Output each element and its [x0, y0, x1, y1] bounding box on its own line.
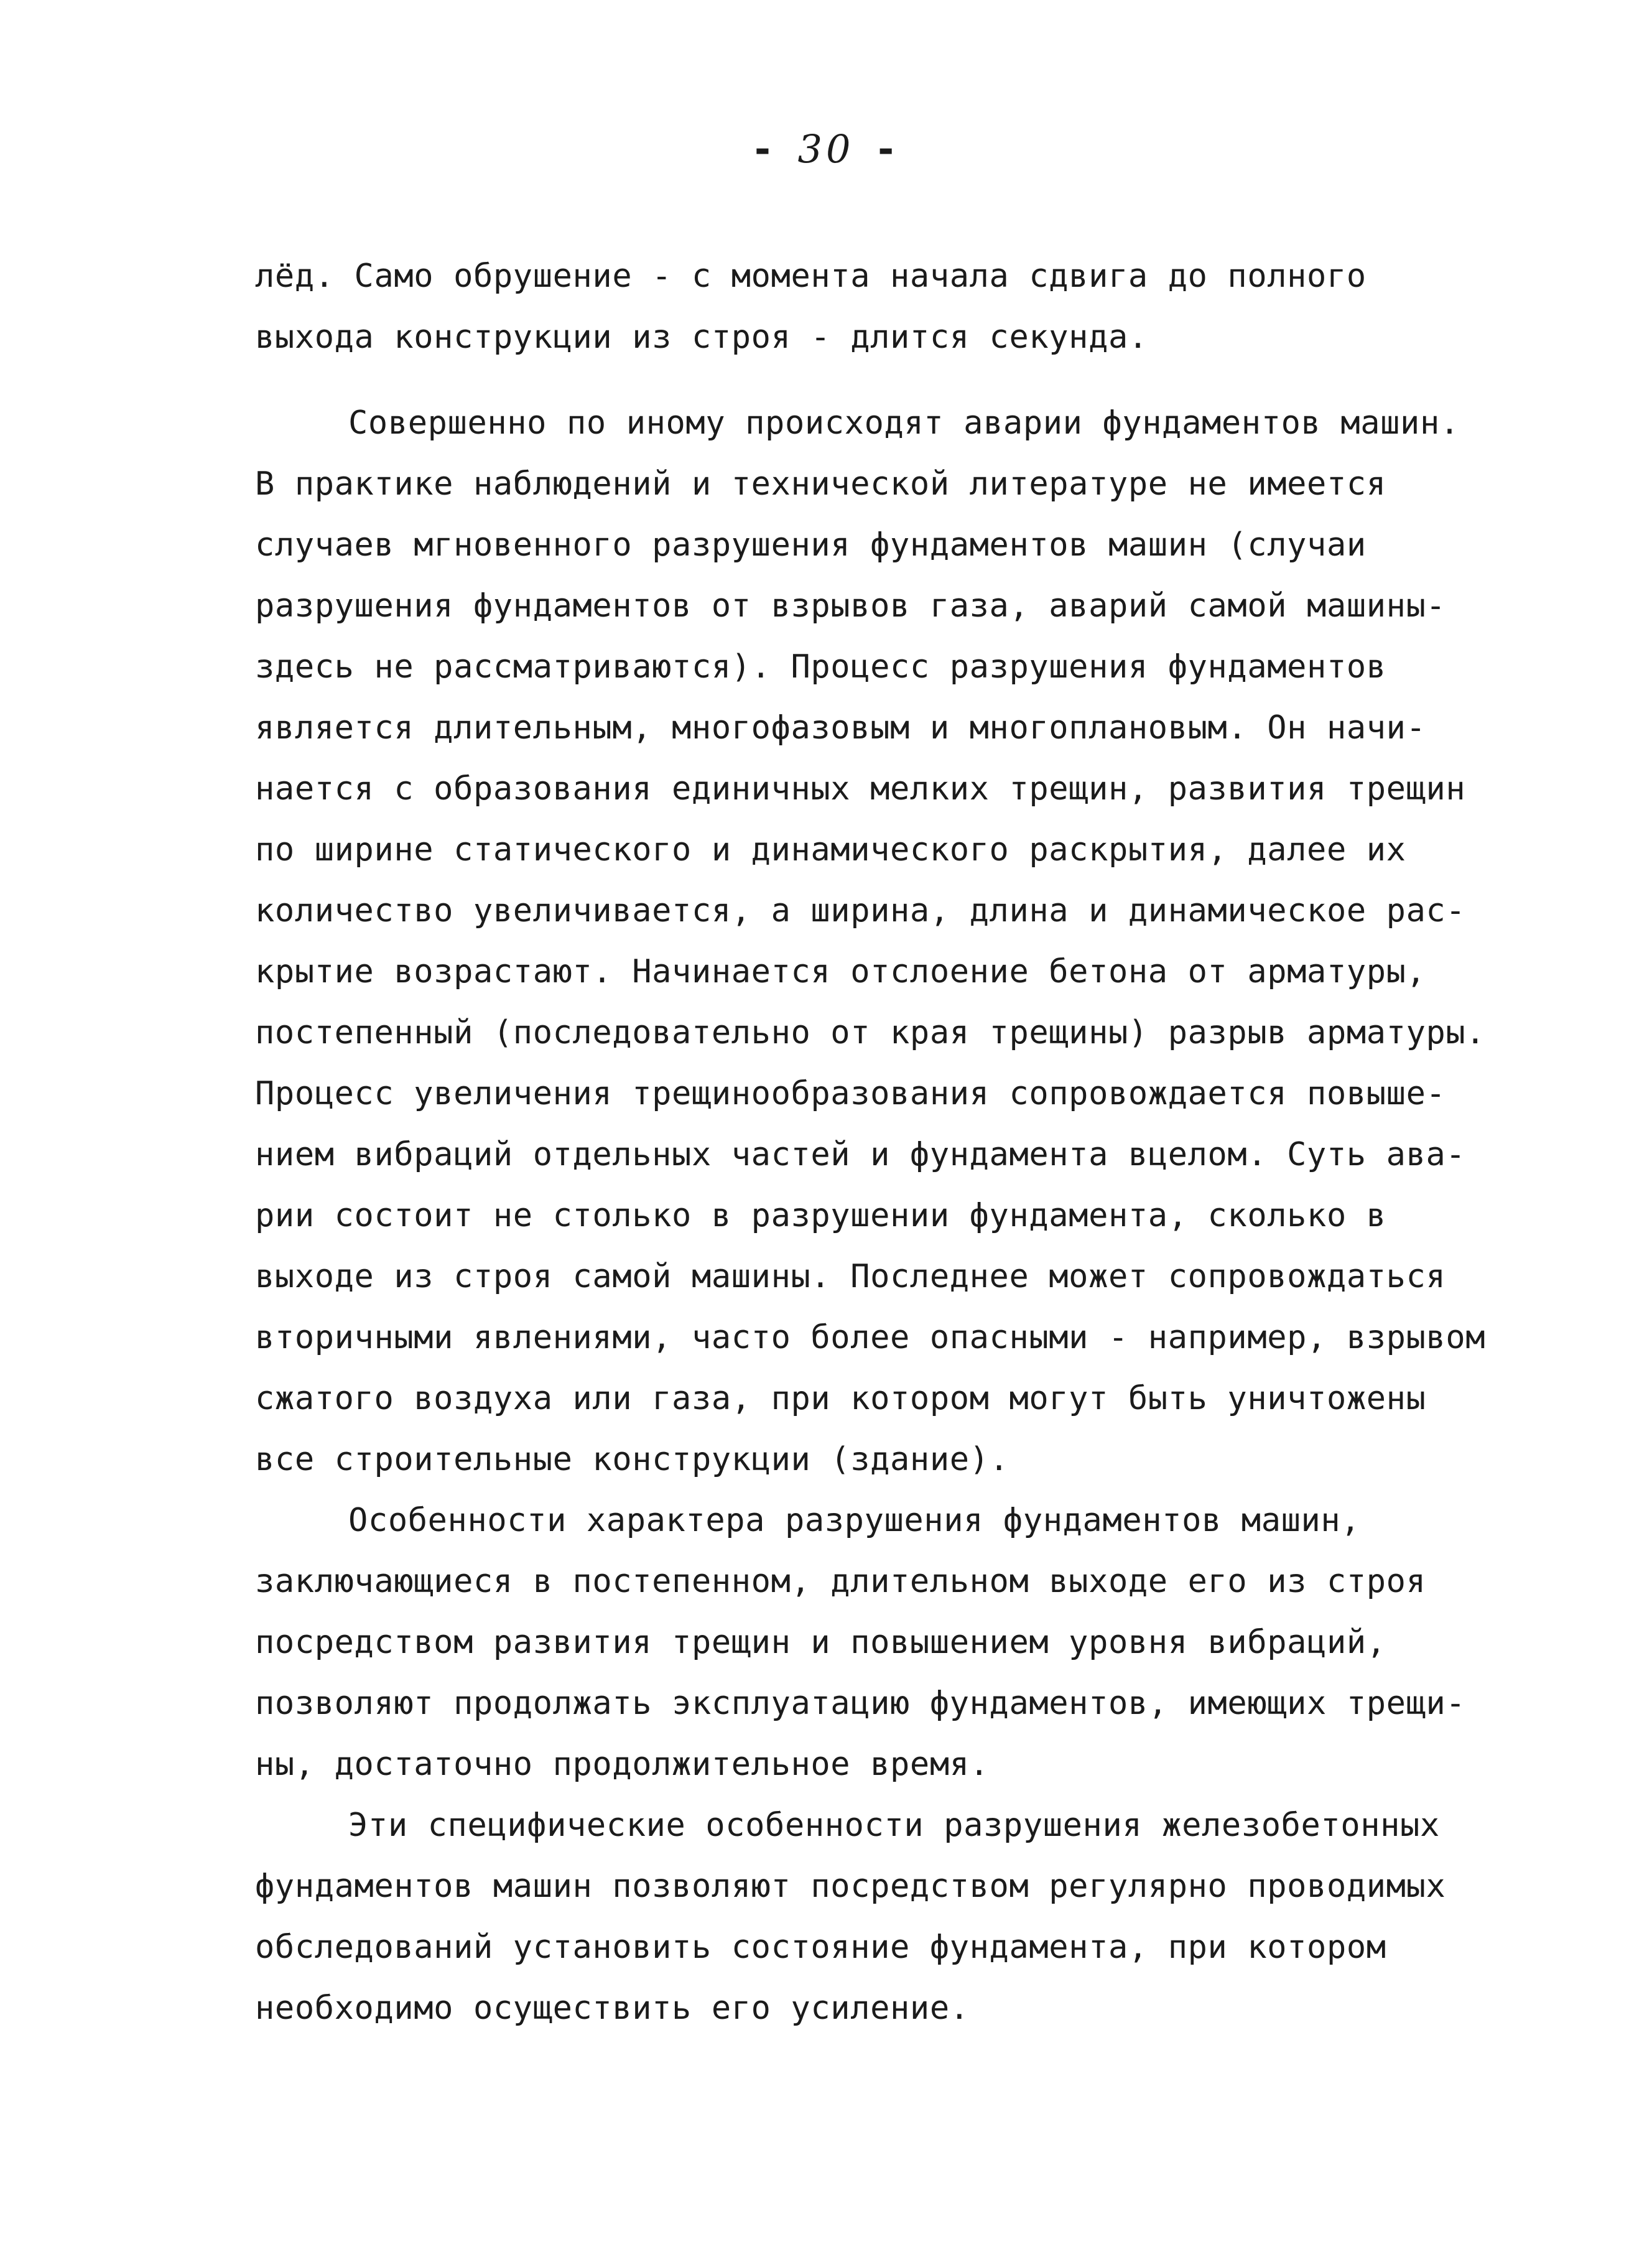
text-line: крытие возрастают. Начинается отслоение бетона от арматуры,	[255, 953, 1426, 990]
text-line: по ширине статического и динамического раскрытия, далее их	[255, 831, 1406, 868]
text-line: ны, достаточно продолжительное время.	[255, 1746, 990, 1783]
text-line: все строительные конструкции (здание).	[255, 1441, 1009, 1478]
text-line: сжатого воздуха или газа, при котором могут быть уничтожены	[255, 1380, 1426, 1417]
text-line: выходе из строя самой машины. Последнее может сопровождаться	[255, 1258, 1446, 1295]
text-line: является длительным, многофазовым и многоплановым. Он начи-	[255, 709, 1426, 747]
text-line: Совершенно по иному происходят аварии фундаментов машин.	[348, 404, 1460, 442]
text-line: заключающиеся в постепенном, длительном выходе его из строя	[255, 1563, 1426, 1600]
text-line: фундаментов машин позволяют посредством регулярно проводимых	[255, 1868, 1446, 1905]
text-line: количество увеличивается, а ширина, длина и динамическое рас-	[255, 892, 1466, 929]
text-line: здесь не рассматриваются). Процесс разрушения фундаментов	[255, 648, 1386, 686]
text-line: вторичными явлениями, часто более опасными - например, взрывом	[255, 1319, 1486, 1356]
text-line: посредством развития трещин и повышением уровня вибраций,	[255, 1624, 1386, 1661]
page-number	[0, 124, 1652, 174]
text-line: необходимо осуществить его усиление.	[255, 1990, 970, 2027]
page-number-dash-right: -	[874, 126, 901, 172]
text-line: Особенности характера разрушения фундаментов машин,	[348, 1502, 1361, 1539]
text-line: лёд. Само обрушение - с момента начала сдвига до полного	[255, 258, 1367, 295]
text-line: позволяют продолжать эксплуатацию фундаментов, имеющих трещи-	[255, 1685, 1466, 1722]
text-line: Эти специфические особенности разрушения железобетонных	[348, 1807, 1440, 1844]
text-line: выхода конструкции из строя - длится секунда.	[255, 319, 1148, 356]
text-line: рии состоит не столько в разрушении фундамента, сколько в	[255, 1197, 1386, 1234]
page-number-value: 30	[797, 126, 855, 172]
text-line: нается с образования единичных мелких трещин, развития трещин	[255, 770, 1466, 808]
text-line: нием вибраций отдельных частей и фундамента вцелом. Суть ава-	[255, 1136, 1466, 1173]
text-line: Процесс увеличения трещинообразования сопровождается повыше-	[255, 1075, 1446, 1112]
body-text	[255, 246, 1486, 2039]
text-line: В практике наблюдений и технической литературе не имеется	[255, 465, 1386, 503]
text-line: случаев мгновенного разрушения фундаментов машин (случаи	[255, 526, 1367, 564]
text-line: постепенный (последовательно от края трещины) разрыв арматуры.	[255, 1014, 1486, 1051]
text-line: обследований установить состояние фундамента, при котором	[255, 1929, 1386, 1966]
page-number-dash-left: -	[751, 126, 778, 172]
text-line: разрушения фундаментов от взрывов газа, аварий самой машины-	[255, 587, 1446, 625]
